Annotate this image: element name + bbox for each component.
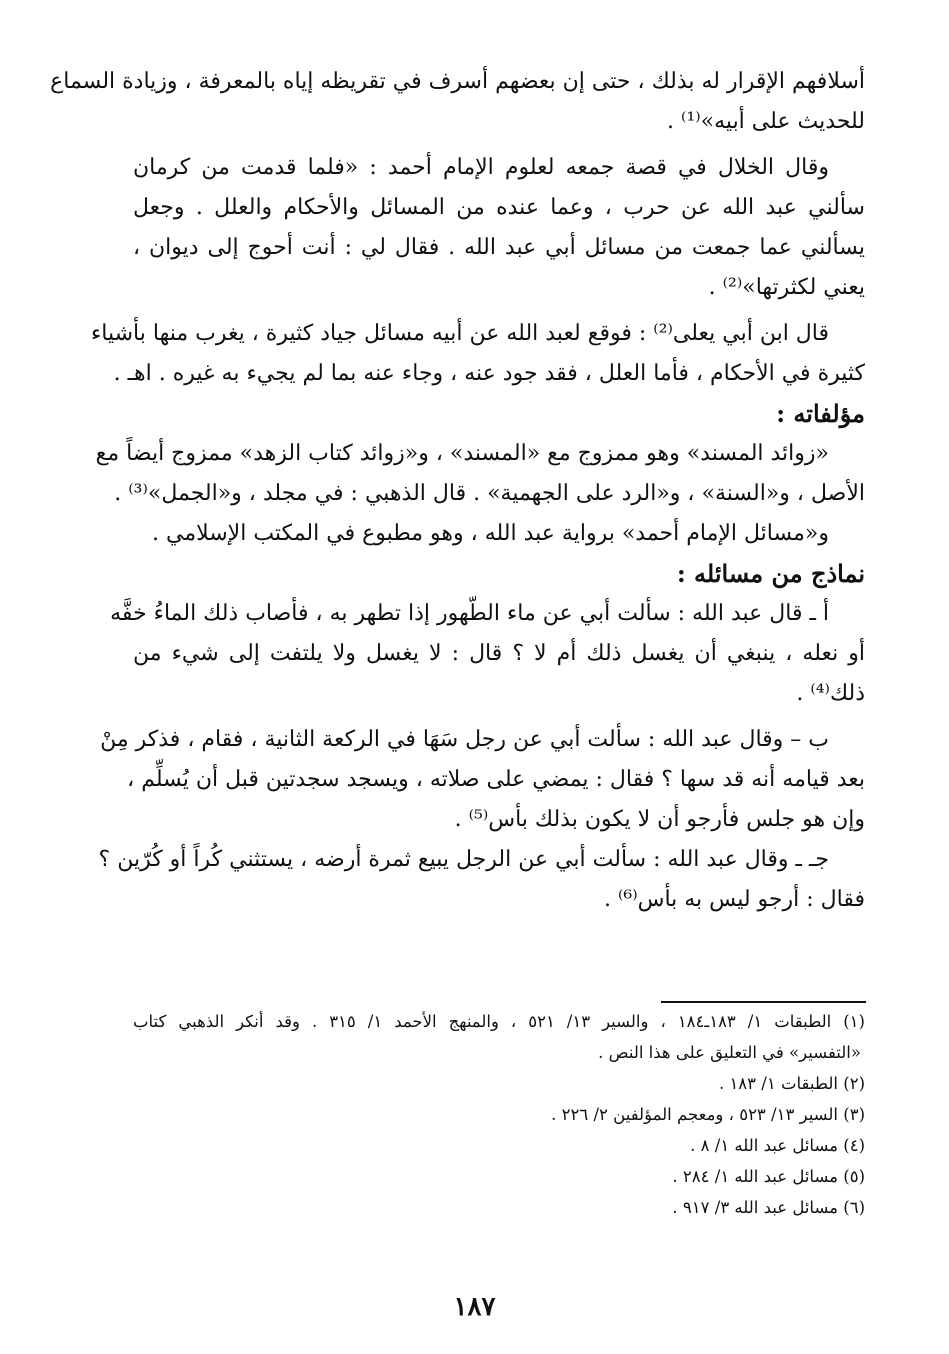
text-line: يعني لكثرتها»⁽²⁾ . [708,275,865,300]
text-line: بعد قيامه أنه قد سها ؟ فقال : يمضي على صلاته ، ويسجد سجدتين قبل أن يُسلِّم ، [127,767,865,792]
text-line: فقال : أرجو ليس به بأس⁽⁶⁾ . [603,887,865,912]
text-line: وقال الخلال في قصة جمعه لعلوم الإمام أحمد : «فلما قدمت من كرمان [133,155,829,180]
section-heading-works: مؤلفاته : [776,399,865,428]
footnote: (٦) مسائل عبد الله ٣/ ٩١٧ . [672,1198,865,1217]
text-line: أ ـ قال عبد الله : سألت أبي عن ماء الطّهور إذا تطهر به ، فأصاب ذلك الماءُ خفَّه [110,601,829,626]
text-line: وإن هو جلس فأرجو أن لا يكون بذلك بأس⁽⁵⁾ . [454,807,865,832]
text-line: يسألني عما جمعت من مسائل أبي عبد الله . فقال لي : أنت أحوج إلى ديوان ، [133,235,865,260]
section-heading-samples: نماذج من مسائله : [676,559,865,588]
footnote: (٥) مسائل عبد الله ١/ ٢٨٤ . [672,1167,865,1186]
page-number: ١٨٧ [453,1292,496,1322]
main-text [50,62,865,920]
footnote: (١) الطبقات ١/ ١٨٣ـ١٨٤ ، والسير ١٣/ ٥٢١ ، والمنهج الأحمد ١/ ٣١٥ . وقد أنكر الذهبي كتاب [133,1012,865,1031]
text-line: قال ابن أبي يعلى⁽²⁾ : فوقع لعبد الله عن أبيه مسائل جياد كثيرة ، يغرب منها بأشياء [90,321,829,346]
text-line: أو نعله ، ينبغي أن يغسل ذلك أم لا ؟ قال : لا يغسل ولا يلتفت إلى شيء من [133,641,865,666]
text-line: الأصل ، و«السنة» ، و«الرد على الجهمية» . قال الذهبي : في مجلد ، و«الجمل»⁽³⁾ . [114,481,865,506]
footnote: (٤) مسائل عبد الله ١/ ٨ . [690,1136,865,1155]
text-line: ب – وقال عبد الله : سألت أبي عن رجل سَهَا في الركعة الثانية ، فقام ، فذكر مِنْ [100,727,829,752]
footnotes [133,1006,865,1223]
text-line: «زوائد المسند» وهو ممزوج مع «المسند» ، و«زوائد كتاب الزهد» ممزوج أيضاً مع [95,441,829,466]
text-line: أسلافهم الإقرار له بذلك ، حتى إن بعضهم أسرف في تقريظه إياه بالمعرفة ، وزيادة السماع [50,69,865,94]
text-line: كثيرة في الأحكام ، فأما العلل ، فقد جود عنه ، وجاء عنه بما لم يجيء به غيره . اهـ . [113,361,865,386]
text-line: سألني عبد الله عن حرب ، وعما عنده من المسائل والأحكام والعلل . وجعل [133,195,865,220]
text-line: جـ ـ وقال عبد الله : سألت أبي عن الرجل يبيع ثمرة أرضه ، يستثني كُراً أو كُرّين ؟ [98,847,829,872]
text-line: ذلك⁽⁴⁾ . [796,681,865,706]
footnote: (٢) الطبقات ١/ ١٨٣ . [718,1074,865,1093]
text-line: و«مسائل الإمام أحمد» برواية عبد الله ، وهو مطبوع في المكتب الإسلامي . [152,521,829,546]
footnote: «التفسير» في التعليق على هذا النص . [598,1043,861,1062]
text-line: للحديث على أبيه»⁽¹⁾ . [667,109,865,134]
footnote-separator [661,1001,866,1003]
footnote: (٣) السير ١٣/ ٥٢٣ ، ومعجم المؤلفين ٢/ ٢٢٦ . [551,1105,865,1124]
